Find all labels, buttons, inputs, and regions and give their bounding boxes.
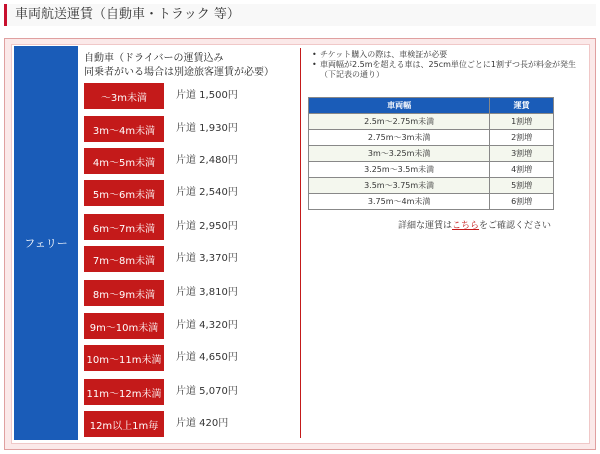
note-item: • チケット購入の際は、車検証が必要 <box>312 50 582 60</box>
table-row <box>309 146 554 162</box>
size-button[interactable]: 12m以上1m毎 <box>84 411 164 437</box>
price-row <box>84 345 284 371</box>
column-divider <box>300 48 301 438</box>
size-button[interactable]: 3m～4m未満 <box>84 116 164 142</box>
table-cell: 2.75m～3m未満 <box>309 130 490 146</box>
size-button[interactable]: 9m～10m未満 <box>84 313 164 339</box>
column-header: 車両幅 <box>309 98 490 114</box>
note-text: 車両幅が2.5mを超える車は、25cm単位ごとに1割ずつ長が料金が発生 <box>320 60 576 69</box>
size-button[interactable]: 8m～9m未満 <box>84 280 164 306</box>
price-row <box>84 116 284 142</box>
table-cell: 4割増 <box>490 162 554 178</box>
price-row <box>84 411 284 437</box>
fare-value: 片道 4,650円 <box>176 352 238 363</box>
table-row <box>309 162 554 178</box>
price-row <box>84 214 284 240</box>
width-surcharge-table <box>308 97 554 210</box>
table-cell: 3割増 <box>490 146 554 162</box>
table-row <box>309 114 554 130</box>
detail-suffix: をご確認ください <box>479 221 552 231</box>
fare-value: 片道 420円 <box>176 418 229 429</box>
note-item <box>312 60 582 80</box>
table-cell: 1割増 <box>490 114 554 130</box>
size-button[interactable]: 4m～5m未満 <box>84 148 164 174</box>
price-row <box>84 280 284 306</box>
table-cell: 3.25m～3.5m未満 <box>309 162 490 178</box>
size-button[interactable]: 7m～8m未満 <box>84 246 164 272</box>
price-row <box>84 379 284 405</box>
fare-value: 片道 1,500円 <box>176 90 238 101</box>
size-button[interactable]: 5m～6m未満 <box>84 180 164 206</box>
vehicle-heading-line2: 同乗者がいる場合は別途旅客運賃が必要） <box>84 67 274 78</box>
detail-note <box>398 218 551 231</box>
table-cell: 3.75m～4m未満 <box>309 194 490 210</box>
price-row <box>84 180 284 206</box>
page-title: 車両航送運賃（自動車・トラック 等） <box>4 4 596 26</box>
table-cell: 3.5m～3.75m未満 <box>309 178 490 194</box>
table-header-row <box>309 98 554 114</box>
vehicle-heading-line1: 自動車（ドライバーの運賃込み <box>84 53 224 64</box>
price-row <box>84 148 284 174</box>
fare-value: 片道 2,540円 <box>176 187 238 198</box>
table-cell: 2.5m～2.75m未満 <box>309 114 490 130</box>
fare-value: 片道 3,370円 <box>176 253 238 264</box>
table-cell: 6割増 <box>490 194 554 210</box>
fare-value: 片道 3,810円 <box>176 287 238 298</box>
fare-value: 片道 2,950円 <box>176 221 238 232</box>
fare-value: 片道 5,070円 <box>176 386 238 397</box>
price-row <box>84 83 284 109</box>
table-cell: 3m～3.25m未満 <box>309 146 490 162</box>
table-cell: 2割増 <box>490 130 554 146</box>
column-header: 運賃 <box>490 98 554 114</box>
price-row <box>84 246 284 272</box>
fare-value: 片道 4,320円 <box>176 320 238 331</box>
fare-value: 片道 2,480円 <box>176 155 238 166</box>
size-button[interactable]: 6m～7m未満 <box>84 214 164 240</box>
notes-list <box>312 50 582 80</box>
table-row <box>309 178 554 194</box>
size-button[interactable]: 10m～11m未満 <box>84 345 164 371</box>
ferry-label: フェリー <box>14 46 78 440</box>
size-button[interactable]: ～3m未満 <box>84 83 164 109</box>
fare-value: 片道 1,930円 <box>176 123 238 134</box>
size-button[interactable]: 11m～12m未満 <box>84 379 164 405</box>
note-text: （下記表の通り） <box>320 70 384 79</box>
price-row <box>84 313 284 339</box>
table-row <box>309 130 554 146</box>
table-row <box>309 194 554 210</box>
detail-link[interactable]: こちら <box>452 221 480 231</box>
detail-prefix: 詳細な運賃は <box>398 221 453 231</box>
table-cell: 5割増 <box>490 178 554 194</box>
vehicle-heading <box>84 52 274 80</box>
